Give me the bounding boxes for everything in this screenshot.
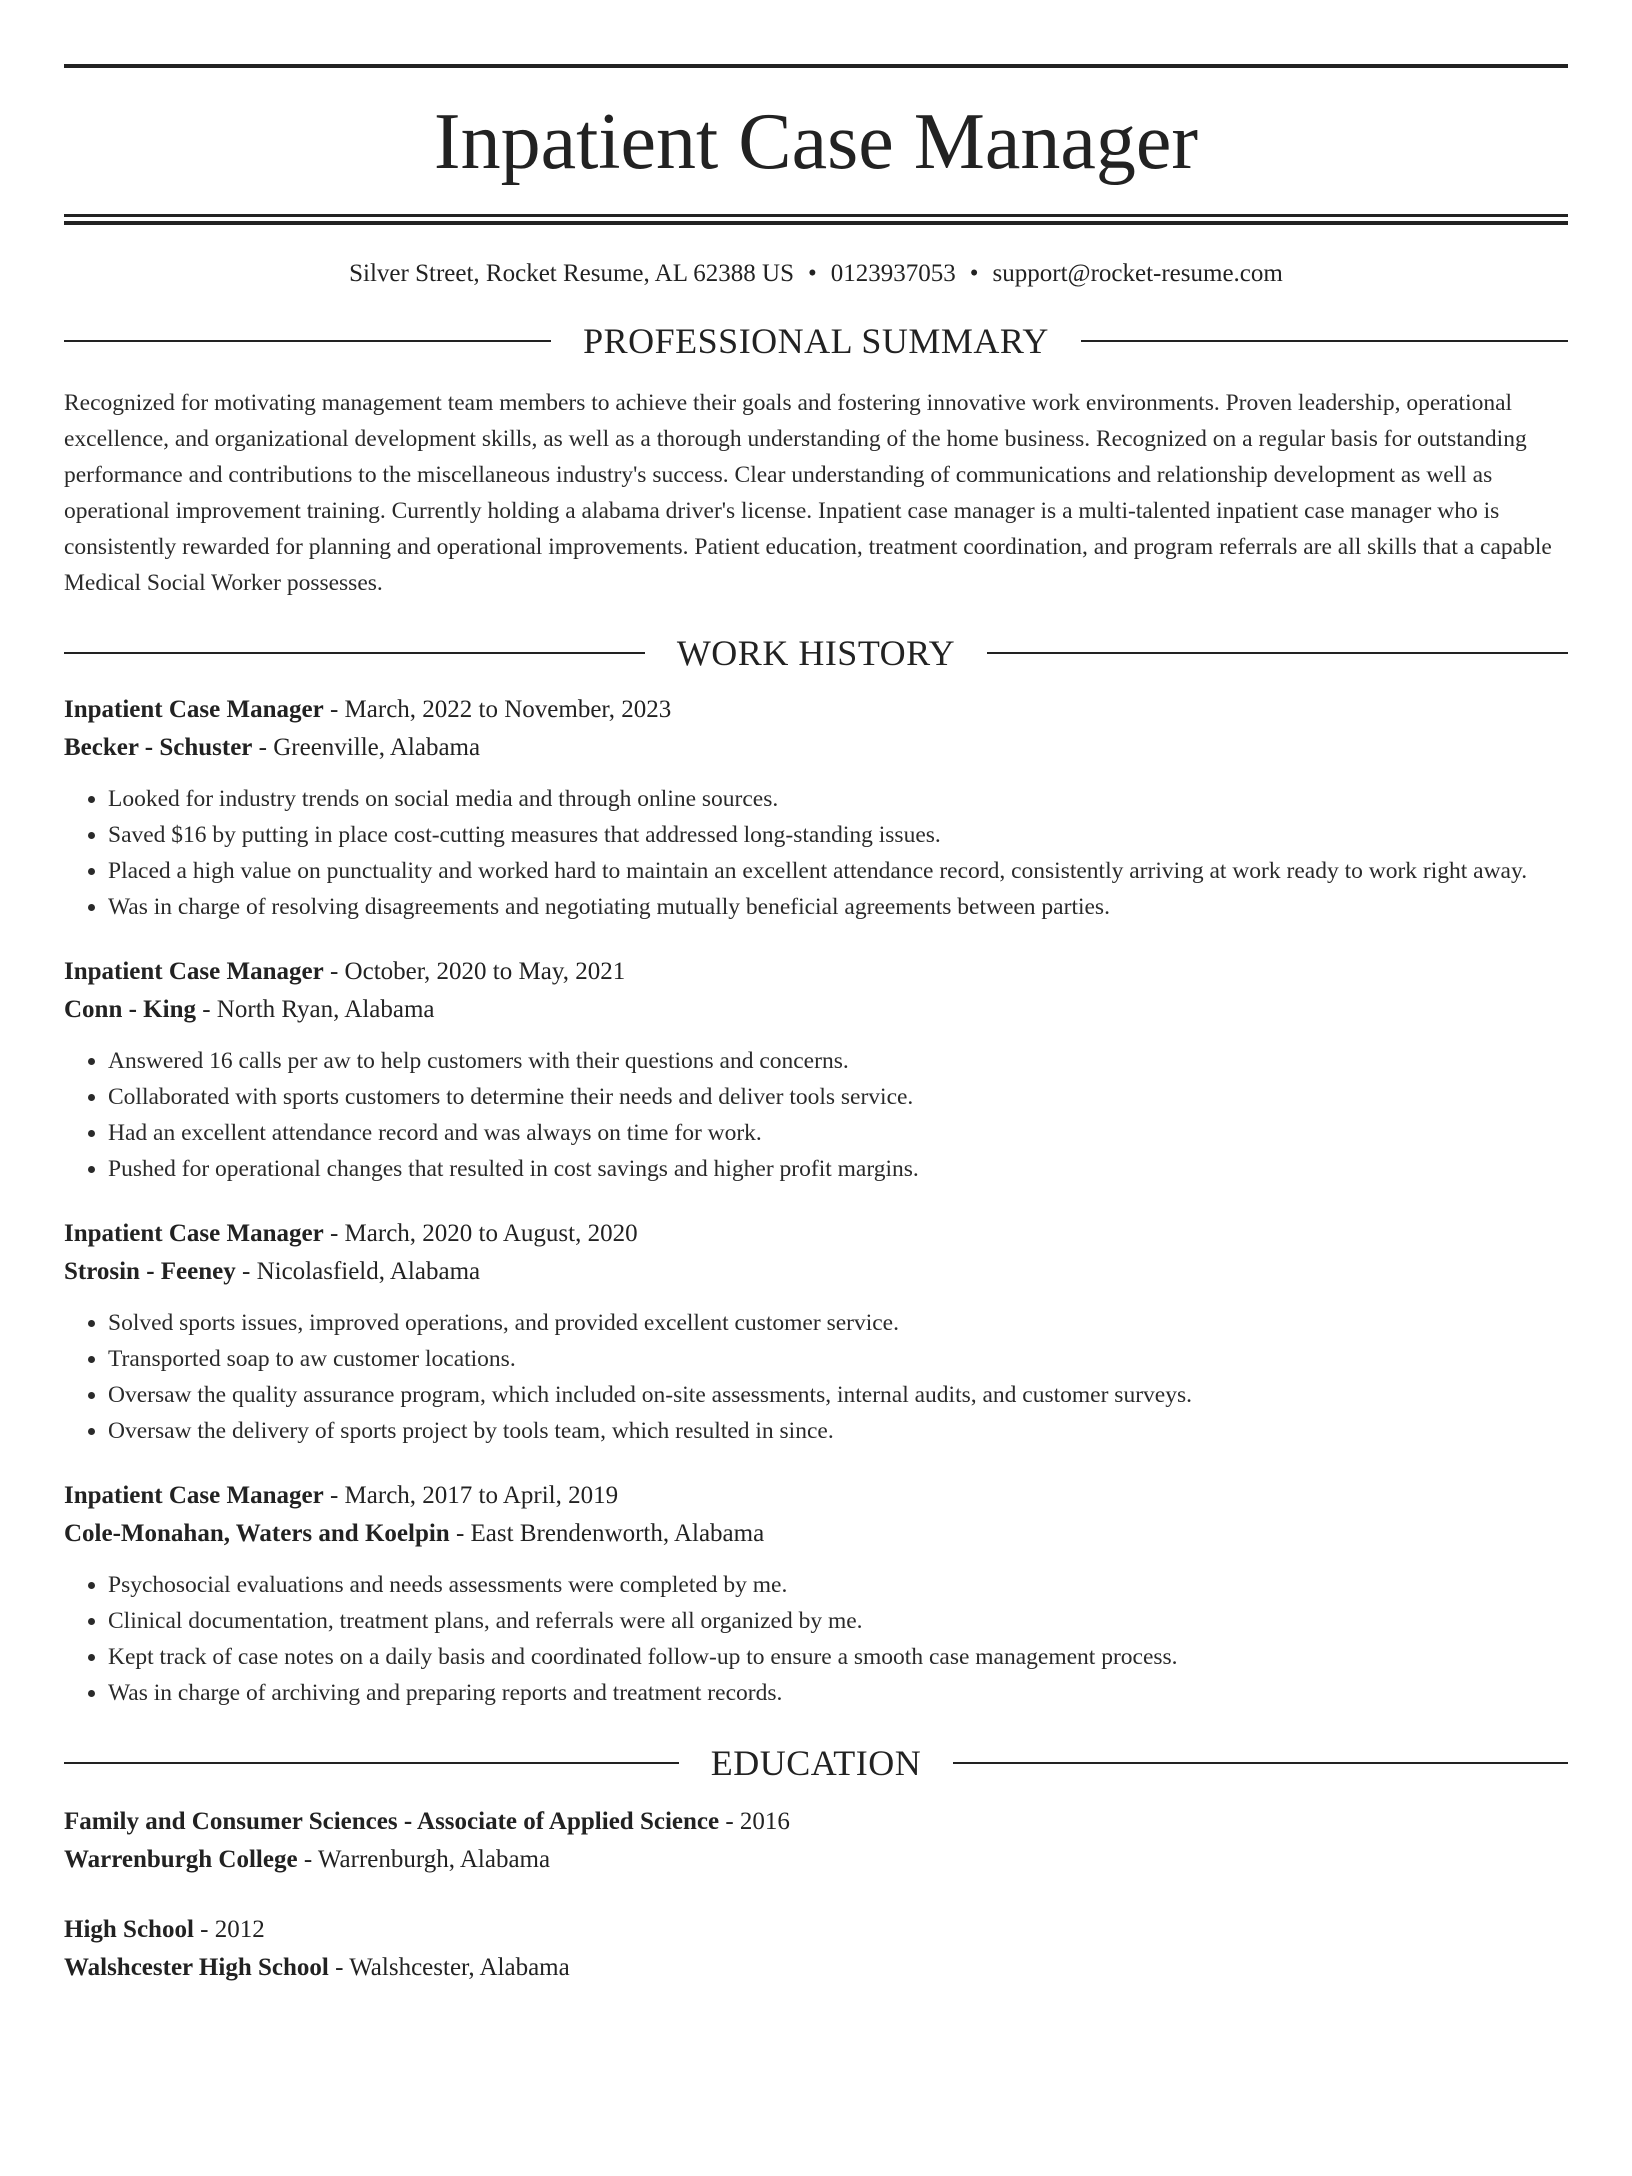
- resume-page: [0, 64, 1632, 2176]
- section-header-work: [64, 635, 1568, 671]
- job-company-line: [64, 991, 1568, 1029]
- job-bullet: • Was in charge of resolving disagreements and negotiating mutually beneficial agreements between parties.: [108, 889, 1568, 925]
- job-company: Cole-Monahan, Waters and Koelpin: [64, 1520, 450, 1547]
- job-bullet: • Transported soap to aw customer locations.: [108, 1341, 1568, 1377]
- job-location: - East Brendenworth, Alabama: [449, 1520, 765, 1547]
- section-rule-left: [64, 652, 645, 654]
- job-title-line: [64, 1215, 1568, 1253]
- section-rule-right: [987, 652, 1568, 654]
- education-degree: High School: [64, 1916, 194, 1943]
- education-degree-line: [64, 1911, 1568, 1949]
- section-title-work: WORK HISTORY: [676, 633, 956, 673]
- resume-title: Inpatient Case Manager: [433, 98, 1199, 186]
- education-year: - 2016: [719, 1808, 790, 1835]
- education-degree-line: [64, 1803, 1568, 1841]
- job-bullet: • Was in charge of archiving and preparing reports and treatment records.: [108, 1675, 1568, 1711]
- section-rule-right: [1081, 340, 1568, 342]
- contact-email: support@rocket-resume.com: [992, 260, 1283, 287]
- job-company: Becker - Schuster: [64, 734, 253, 761]
- job-title-line: [64, 691, 1568, 729]
- job-dates: - March, 2017 to April, 2019: [323, 1482, 619, 1509]
- contact-line: [64, 259, 1568, 289]
- job-location: - Greenville, Alabama: [252, 734, 481, 761]
- education-school: Walshcester High School: [64, 1954, 329, 1981]
- section-rule-right: [953, 1762, 1568, 1764]
- job-bullets: [64, 1305, 1568, 1449]
- job-title: Inpatient Case Manager: [64, 1220, 324, 1247]
- job-title: Inpatient Case Manager: [64, 958, 324, 985]
- section-title-summary: PROFESSIONAL SUMMARY: [583, 321, 1049, 361]
- double-rule: [64, 214, 1568, 225]
- job-entry: [64, 953, 1568, 1187]
- job-bullets: [64, 781, 1568, 925]
- job-title: Inpatient Case Manager: [64, 1482, 324, 1509]
- section-header-education: [64, 1745, 1568, 1781]
- contact-separator: •: [808, 260, 817, 287]
- job-entry: [64, 691, 1568, 925]
- education-entry: [64, 1803, 1568, 1879]
- job-title: Inpatient Case Manager: [64, 696, 324, 723]
- section-title-education: EDUCATION: [710, 1743, 922, 1783]
- job-entry: [64, 1477, 1568, 1711]
- job-bullet: • Saved $16 by putting in place cost-cutting measures that addressed long-standing issues.: [108, 817, 1568, 853]
- education-year: - 2012: [193, 1916, 265, 1943]
- job-bullet: • Clinical documentation, treatment plans, and referrals were all organized by me.: [108, 1603, 1568, 1639]
- education-degree: Family and Consumer Sciences - Associate of Applied Science: [64, 1808, 720, 1835]
- education-entry: [64, 1911, 1568, 1987]
- job-bullet: • Solved sports issues, improved operations, and provided excellent customer service.: [108, 1305, 1568, 1341]
- job-company-line: [64, 729, 1568, 767]
- summary-paragraph: Recognized for motivating management team members to achieve their goals and fostering innovative work environments. Proven leadership, operational excellence, and organizational development skills, as well as a thorough understanding of the home business. Recognized on a regular basis for outstanding performance and contributions to the miscellaneous industry's success. Clear understanding of communications and relationship development as well as operational improvement training. Currently holding a alabama driver's license. Inpatient case manager is a multi-talented inpatient case manager who is consistently rewarded for planning and operational improvements. Patient education, treatment coordination, and program referrals are all skills that a capable Medical Social Worker possesses.: [64, 390, 1552, 596]
- job-bullet: • Answered 16 calls per aw to help customers with their questions and concerns.: [108, 1043, 1568, 1079]
- contact-separator: •: [969, 260, 979, 287]
- education-school-line: [64, 1841, 1568, 1879]
- job-bullet: • Oversaw the quality assurance program, which included on-site assessments, internal audits, and customer surveys.: [108, 1377, 1568, 1413]
- job-dates: - March, 2022 to November, 2023: [323, 696, 672, 723]
- job-bullet: • Looked for industry trends on social media and through online sources.: [108, 781, 1568, 817]
- job-title-line: [64, 953, 1568, 991]
- job-company-line: [64, 1515, 1568, 1553]
- job-title-line: [64, 1477, 1568, 1515]
- job-dates: - October, 2020 to May, 2021: [323, 958, 626, 985]
- job-bullet: • Had an excellent attendance record and was always on time for work.: [108, 1115, 1568, 1151]
- education-location: - Walshcester, Alabama: [328, 1954, 570, 1981]
- education-school: Warrenburgh College: [64, 1846, 298, 1873]
- job-bullet: • Placed a high value on punctuality and worked hard to maintain an excellent attendance record, consistently arriving at work ready to work right away.: [108, 853, 1568, 889]
- job-dates: - March, 2020 to August, 2020: [323, 1220, 638, 1247]
- job-bullet: • Collaborated with sports customers to determine their needs and deliver tools service.: [108, 1079, 1568, 1115]
- contact-address: Silver Street, Rocket Resume, AL 62388 US: [349, 260, 795, 287]
- job-bullets: [64, 1567, 1568, 1711]
- section-header-summary: [64, 323, 1568, 359]
- education-school-line: [64, 1949, 1568, 1987]
- job-bullet: • Oversaw the delivery of sports project by tools team, which resulted in since.: [108, 1413, 1568, 1449]
- work-history-list: [64, 691, 1568, 1711]
- job-bullet: • Pushed for operational changes that resulted in cost savings and higher profit margins.: [108, 1151, 1568, 1187]
- job-company-line: [64, 1253, 1568, 1291]
- job-bullets: [64, 1043, 1568, 1187]
- job-company: Conn - King: [64, 996, 196, 1023]
- section-rule-left: [64, 1762, 679, 1764]
- top-rule: [64, 64, 1568, 68]
- job-company: Strosin - Feeney: [64, 1258, 236, 1285]
- section-rule-left: [64, 340, 551, 342]
- job-location: - North Ryan, Alabama: [195, 996, 435, 1023]
- job-location: - Nicolasfield, Alabama: [235, 1258, 481, 1285]
- contact-phone: 0123937053: [830, 260, 956, 287]
- education-location: - Warrenburgh, Alabama: [297, 1846, 551, 1873]
- job-bullet: • Psychosocial evaluations and needs assessments were completed by me.: [108, 1567, 1568, 1603]
- job-bullet: • Kept track of case notes on a daily basis and coordinated follow-up to ensure a smooth case management process.: [108, 1639, 1568, 1675]
- job-entry: [64, 1215, 1568, 1449]
